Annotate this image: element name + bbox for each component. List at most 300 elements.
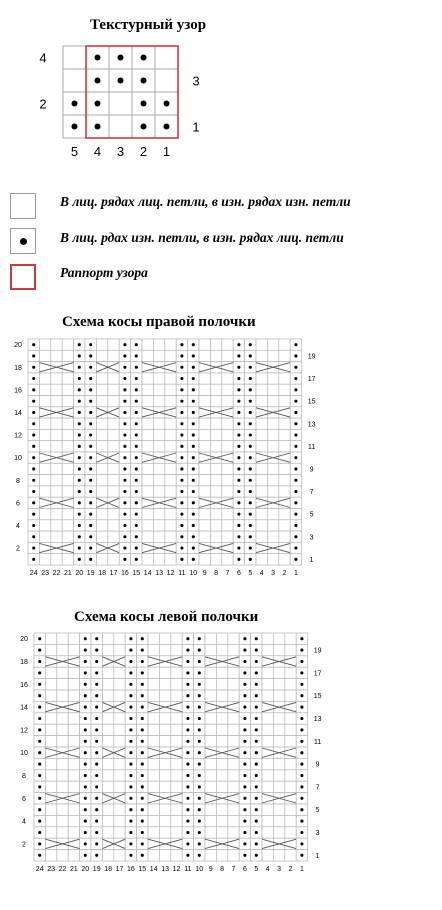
purl-dot bbox=[135, 467, 138, 470]
stitch-number: 6 bbox=[242, 866, 247, 873]
chart-cell bbox=[159, 758, 170, 769]
stitch-number: 7 bbox=[231, 866, 236, 873]
chart-cell bbox=[142, 509, 153, 520]
chart-cell bbox=[205, 736, 216, 747]
stitch-number: 21 bbox=[70, 866, 78, 873]
purl-dot bbox=[123, 377, 126, 380]
purl-dot bbox=[129, 694, 132, 697]
purl-dot bbox=[294, 445, 297, 448]
chart-cell bbox=[45, 736, 56, 747]
purl-dot bbox=[255, 854, 258, 857]
chart-cell bbox=[45, 713, 56, 724]
stitch-number: 2 bbox=[288, 866, 293, 873]
purl-dot bbox=[243, 660, 246, 663]
chart-cell bbox=[114, 633, 125, 644]
chart-cell bbox=[205, 827, 216, 838]
chart-cell bbox=[171, 736, 182, 747]
purl-dot bbox=[180, 524, 183, 527]
chart-cell bbox=[153, 531, 164, 542]
purl-dot bbox=[186, 694, 189, 697]
chart-cell bbox=[51, 339, 62, 350]
chart-cell bbox=[267, 429, 278, 440]
purl-dot bbox=[135, 354, 138, 357]
purl-dot bbox=[243, 797, 246, 800]
chart-cell bbox=[45, 758, 56, 769]
purl-dot bbox=[198, 842, 201, 845]
purl-dot bbox=[249, 411, 252, 414]
purl-dot bbox=[129, 649, 132, 652]
chart-cell bbox=[216, 804, 227, 815]
chart-cell bbox=[51, 350, 62, 361]
chart-cell bbox=[285, 804, 296, 815]
purl-dot bbox=[123, 400, 126, 403]
chart-cell bbox=[39, 418, 50, 429]
purl-dot bbox=[129, 854, 132, 857]
chart-cell bbox=[159, 724, 170, 735]
purl-dot bbox=[84, 820, 87, 823]
purl-dot bbox=[32, 535, 35, 538]
chart-cell bbox=[171, 827, 182, 838]
chart-cell bbox=[171, 815, 182, 826]
stitch-number: 14 bbox=[143, 570, 152, 577]
chart-cell bbox=[222, 509, 233, 520]
chart-cell bbox=[96, 509, 107, 520]
purl-dot bbox=[78, 434, 81, 437]
chart-cell bbox=[199, 509, 210, 520]
purl-dot bbox=[141, 797, 144, 800]
row-number-left: 8 bbox=[22, 773, 26, 780]
chart-cell bbox=[114, 667, 125, 678]
row-number-left: 4 bbox=[22, 818, 26, 826]
chart-cell bbox=[62, 429, 73, 440]
purl-dot bbox=[255, 763, 258, 766]
chart-cell bbox=[228, 850, 239, 861]
purl-dot bbox=[89, 490, 92, 493]
purl-dot bbox=[243, 751, 246, 754]
row-number-right: 19 bbox=[307, 353, 316, 361]
stitch-number: 20 bbox=[75, 570, 84, 577]
chart-cell bbox=[68, 850, 79, 861]
purl-dot bbox=[186, 774, 189, 777]
texture-dot bbox=[72, 101, 78, 107]
chart-cell bbox=[228, 781, 239, 792]
purl-dot bbox=[180, 422, 183, 425]
purl-dot bbox=[89, 445, 92, 448]
chart-cell bbox=[216, 827, 227, 838]
purl-dot bbox=[255, 717, 258, 720]
chart-cell bbox=[108, 418, 119, 429]
chart-cell bbox=[148, 713, 159, 724]
chart-cell bbox=[262, 633, 273, 644]
purl-dot bbox=[186, 820, 189, 823]
chart-cell bbox=[39, 520, 50, 531]
chart-cell bbox=[279, 339, 290, 350]
chart-cell bbox=[153, 384, 164, 395]
purl-dot bbox=[294, 524, 297, 527]
stitch-number: 19 bbox=[86, 570, 95, 577]
chart-cell bbox=[279, 350, 290, 361]
row-number-left: 14 bbox=[20, 704, 28, 712]
purl-dot bbox=[32, 400, 35, 403]
chart-cell bbox=[256, 429, 267, 440]
purl-dot bbox=[84, 728, 87, 731]
purl-dot bbox=[95, 728, 98, 731]
chart-cell bbox=[165, 339, 176, 350]
row-number-left: 12 bbox=[20, 727, 28, 735]
purl-dot bbox=[84, 706, 87, 709]
chart-cell bbox=[279, 418, 290, 429]
chart-cell bbox=[210, 384, 221, 395]
purl-dot bbox=[32, 411, 35, 414]
chart-cell bbox=[102, 690, 113, 701]
purl-dot bbox=[249, 434, 252, 437]
chart-cell bbox=[142, 441, 153, 452]
purl-dot bbox=[300, 785, 303, 788]
chart-cell bbox=[285, 770, 296, 781]
purl-dot bbox=[123, 445, 126, 448]
chart-cell bbox=[159, 736, 170, 747]
chart-cell bbox=[262, 850, 273, 861]
chart-cell bbox=[114, 724, 125, 735]
purl-dot bbox=[84, 785, 87, 788]
purl-dot bbox=[78, 490, 81, 493]
chart-cell bbox=[62, 339, 73, 350]
purl-dot bbox=[78, 467, 81, 470]
purl-dot bbox=[38, 694, 41, 697]
purl-dot bbox=[141, 751, 144, 754]
chart-cell bbox=[153, 429, 164, 440]
chart-cell bbox=[262, 758, 273, 769]
chart-cell bbox=[142, 384, 153, 395]
purl-dot bbox=[198, 751, 201, 754]
chart-cell bbox=[273, 770, 284, 781]
chart-cell bbox=[262, 781, 273, 792]
purl-dot bbox=[84, 774, 87, 777]
purl-dot bbox=[95, 683, 98, 686]
row-number-left: 4 bbox=[16, 522, 20, 530]
chart-cell bbox=[57, 679, 68, 690]
purl-dot bbox=[186, 717, 189, 720]
chart-cell bbox=[153, 486, 164, 497]
chart-cell bbox=[62, 373, 73, 384]
stitch-number: 12 bbox=[172, 866, 181, 873]
purl-dot bbox=[38, 820, 41, 823]
chart-cell bbox=[256, 441, 267, 452]
purl-dot bbox=[294, 377, 297, 380]
chart-cell bbox=[171, 644, 182, 655]
chart-cell bbox=[68, 781, 79, 792]
purl-dot bbox=[300, 820, 303, 823]
chart-cell bbox=[68, 815, 79, 826]
purl-dot bbox=[135, 445, 138, 448]
stitch-number: 16 bbox=[121, 570, 129, 577]
stitch-number: 18 bbox=[98, 570, 106, 577]
stitch-number: 15 bbox=[138, 866, 147, 873]
chart-cell bbox=[57, 758, 68, 769]
purl-dot bbox=[78, 445, 81, 448]
chart-cell bbox=[171, 724, 182, 735]
chart-cell bbox=[228, 690, 239, 701]
purl-dot bbox=[192, 434, 195, 437]
chart-cell bbox=[222, 373, 233, 384]
purl-dot bbox=[237, 366, 240, 369]
purl-dot bbox=[129, 831, 132, 834]
purl-dot bbox=[123, 467, 126, 470]
purl-dot bbox=[294, 467, 297, 470]
purl-dot bbox=[255, 774, 258, 777]
chart-cell bbox=[142, 339, 153, 350]
purl-dot bbox=[186, 763, 189, 766]
chart-cell bbox=[222, 554, 233, 565]
right-front-cable-chart bbox=[0, 333, 442, 593]
chart-cell bbox=[222, 350, 233, 361]
chart-cell bbox=[68, 690, 79, 701]
row-number-right: 13 bbox=[307, 421, 316, 429]
purl-dot bbox=[249, 400, 252, 403]
chart-cell bbox=[142, 475, 153, 486]
row-number-right: 15 bbox=[313, 693, 322, 701]
purl-dot bbox=[237, 547, 240, 550]
chart-cell bbox=[262, 690, 273, 701]
chart-cell bbox=[256, 463, 267, 474]
purl-dot bbox=[243, 717, 246, 720]
purl-dot bbox=[129, 797, 132, 800]
purl-dot bbox=[300, 637, 303, 640]
chart-cell bbox=[199, 441, 210, 452]
purl-dot bbox=[32, 354, 35, 357]
purl-dot bbox=[32, 490, 35, 493]
purl-dot bbox=[84, 717, 87, 720]
chart-cell bbox=[153, 441, 164, 452]
purl-dot bbox=[84, 751, 87, 754]
chart-cell bbox=[171, 667, 182, 678]
purl-dot bbox=[89, 354, 92, 357]
chart-cell bbox=[256, 486, 267, 497]
purl-dot bbox=[78, 400, 81, 403]
chart-cell bbox=[114, 781, 125, 792]
purl-dot bbox=[180, 366, 183, 369]
purl-dot bbox=[123, 422, 126, 425]
purl-dot bbox=[243, 820, 246, 823]
stitch-number: 20 bbox=[81, 866, 90, 873]
chart-cell bbox=[102, 827, 113, 838]
purl-dot bbox=[32, 366, 35, 369]
purl-dot bbox=[38, 717, 41, 720]
purl-dot bbox=[300, 694, 303, 697]
purl-dot bbox=[300, 649, 303, 652]
purl-dot bbox=[198, 774, 201, 777]
chart-cell bbox=[96, 531, 107, 542]
chart-cell bbox=[68, 633, 79, 644]
chart-cell bbox=[96, 520, 107, 531]
purl-dot bbox=[129, 751, 132, 754]
purl-dot bbox=[255, 808, 258, 811]
chart-cell bbox=[102, 770, 113, 781]
chart-cell bbox=[39, 554, 50, 565]
chart-cell bbox=[228, 644, 239, 655]
chart-cell bbox=[114, 804, 125, 815]
purl-dot bbox=[84, 671, 87, 674]
chart-cell bbox=[51, 463, 62, 474]
chart-cell bbox=[159, 679, 170, 690]
chart-cell bbox=[114, 679, 125, 690]
texture-row-number: 2 bbox=[39, 96, 47, 112]
purl-dot bbox=[89, 467, 92, 470]
chart-cell bbox=[114, 815, 125, 826]
purl-dot bbox=[32, 434, 35, 437]
chart-cell bbox=[216, 736, 227, 747]
chart-cell bbox=[108, 520, 119, 531]
purl-dot bbox=[237, 456, 240, 459]
purl-dot bbox=[192, 377, 195, 380]
purl-dot bbox=[198, 728, 201, 731]
purl-dot bbox=[249, 343, 252, 346]
purl-dot bbox=[249, 501, 252, 504]
chart-cell bbox=[285, 713, 296, 724]
chart-cell bbox=[285, 781, 296, 792]
chart-cell bbox=[45, 724, 56, 735]
purl-dot bbox=[294, 547, 297, 550]
left-chart-title: Схема косы левой полочки bbox=[74, 609, 259, 625]
chart-cell bbox=[171, 758, 182, 769]
purl-dot bbox=[89, 422, 92, 425]
chart-cell bbox=[62, 475, 73, 486]
chart-cell bbox=[285, 827, 296, 838]
row-number-right: 3 bbox=[309, 534, 314, 542]
chart-cell bbox=[39, 441, 50, 452]
purl-dot bbox=[237, 388, 240, 391]
chart-cell bbox=[267, 418, 278, 429]
purl-dot bbox=[84, 808, 87, 811]
purl-dot bbox=[198, 808, 201, 811]
chart-cell bbox=[199, 554, 210, 565]
chart-cell bbox=[228, 804, 239, 815]
texture-cell bbox=[109, 92, 132, 115]
chart-cell bbox=[159, 644, 170, 655]
purl-dot bbox=[237, 513, 240, 516]
chart-cell bbox=[205, 679, 216, 690]
chart-cell bbox=[153, 554, 164, 565]
purl-dot bbox=[38, 683, 41, 686]
stitch-number: 11 bbox=[184, 866, 192, 873]
legend-dot-cell-text: В лиц. рдах изн. петли, в изн. рядах лиц. петли bbox=[60, 230, 344, 245]
chart-cell bbox=[102, 815, 113, 826]
texture-dot bbox=[118, 55, 124, 61]
texture-dot bbox=[164, 101, 170, 107]
purl-dot bbox=[180, 558, 183, 561]
purl-dot bbox=[294, 388, 297, 391]
chart-cell bbox=[205, 781, 216, 792]
purl-dot bbox=[180, 377, 183, 380]
purl-dot bbox=[249, 354, 252, 357]
chart-cell bbox=[256, 520, 267, 531]
purl-dot bbox=[95, 820, 98, 823]
legend bbox=[0, 190, 442, 300]
purl-dot bbox=[249, 422, 252, 425]
stitch-number: 2 bbox=[282, 570, 287, 577]
purl-dot bbox=[180, 513, 183, 516]
purl-dot bbox=[192, 524, 195, 527]
purl-dot bbox=[135, 501, 138, 504]
purl-dot bbox=[89, 513, 92, 516]
purl-dot bbox=[32, 343, 35, 346]
stitch-number: 23 bbox=[47, 866, 55, 873]
purl-dot bbox=[300, 797, 303, 800]
purl-dot bbox=[192, 366, 195, 369]
purl-dot bbox=[294, 456, 297, 459]
chart-cell bbox=[285, 679, 296, 690]
stitch-number: 3 bbox=[277, 866, 282, 873]
purl-dot bbox=[192, 467, 195, 470]
chart-cell bbox=[51, 418, 62, 429]
chart-cell bbox=[267, 486, 278, 497]
purl-dot bbox=[237, 422, 240, 425]
purl-dot bbox=[84, 683, 87, 686]
purl-dot bbox=[243, 740, 246, 743]
purl-dot bbox=[243, 831, 246, 834]
chart-cell bbox=[51, 475, 62, 486]
chart-cell bbox=[165, 429, 176, 440]
purl-dot bbox=[186, 740, 189, 743]
chart-cell bbox=[267, 441, 278, 452]
purl-dot bbox=[135, 343, 138, 346]
stitch-number: 13 bbox=[155, 570, 163, 577]
purl-dot bbox=[38, 740, 41, 743]
chart-cell bbox=[262, 804, 273, 815]
purl-dot bbox=[78, 479, 81, 482]
chart-cell bbox=[262, 713, 273, 724]
chart-cell bbox=[279, 463, 290, 474]
purl-dot bbox=[38, 797, 41, 800]
chart-cell bbox=[159, 770, 170, 781]
purl-dot bbox=[129, 637, 132, 640]
row-number-left: 12 bbox=[14, 432, 22, 440]
stitch-number: 24 bbox=[35, 866, 44, 873]
chart-cell bbox=[39, 463, 50, 474]
purl-dot bbox=[198, 649, 201, 652]
row-number-left: 16 bbox=[20, 681, 28, 689]
purl-dot bbox=[300, 717, 303, 720]
purl-dot bbox=[192, 400, 195, 403]
purl-dot bbox=[243, 785, 246, 788]
purl-dot bbox=[32, 445, 35, 448]
chart-cell bbox=[57, 815, 68, 826]
texture-row-number: 4 bbox=[39, 50, 47, 66]
purl-dot bbox=[123, 501, 126, 504]
chart-cell bbox=[285, 633, 296, 644]
purl-dot bbox=[255, 660, 258, 663]
row-number-right: 11 bbox=[307, 443, 316, 451]
purl-dot bbox=[300, 706, 303, 709]
texture-cell bbox=[109, 115, 132, 138]
purl-dot bbox=[38, 808, 41, 811]
purl-dot bbox=[237, 445, 240, 448]
purl-dot bbox=[192, 422, 195, 425]
chart-cell bbox=[102, 633, 113, 644]
purl-dot bbox=[186, 671, 189, 674]
chart-cell bbox=[148, 690, 159, 701]
chart-cell bbox=[199, 350, 210, 361]
purl-dot bbox=[135, 422, 138, 425]
chart-cell bbox=[148, 770, 159, 781]
purl-dot bbox=[243, 808, 246, 811]
chart-cell bbox=[153, 520, 164, 531]
stitch-number: 16 bbox=[127, 866, 135, 873]
chart-cell bbox=[51, 486, 62, 497]
purl-dot bbox=[243, 649, 246, 652]
chart-cell bbox=[51, 509, 62, 520]
stitch-number: 8 bbox=[220, 866, 225, 873]
